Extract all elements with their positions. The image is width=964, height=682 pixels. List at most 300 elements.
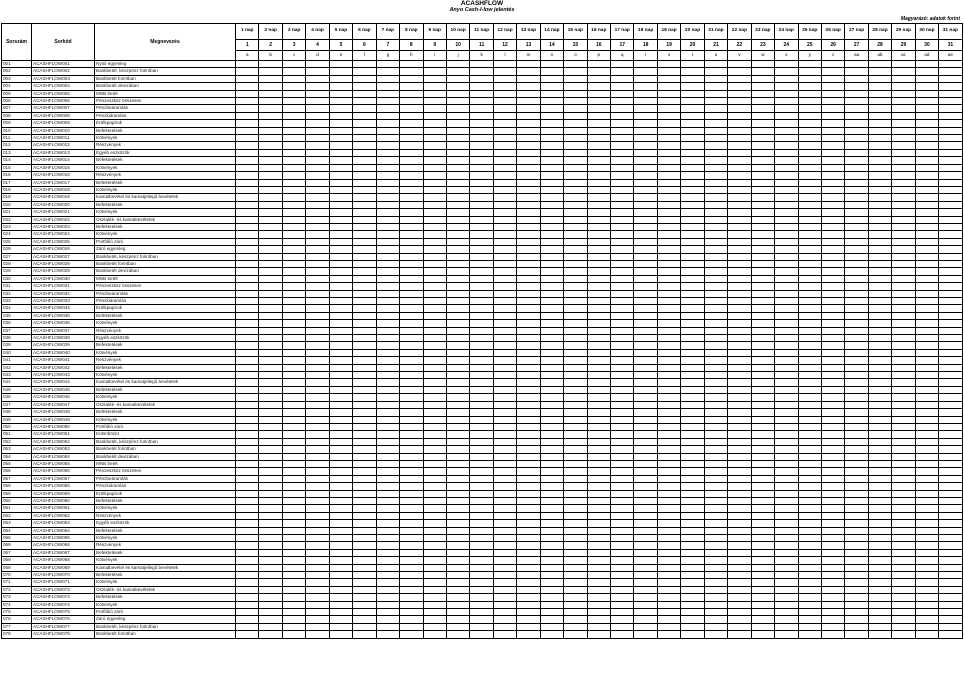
day-value-cell[interactable] [259,394,282,401]
day-value-cell[interactable] [564,386,587,393]
day-value-cell[interactable] [236,586,259,593]
day-value-cell[interactable] [657,246,680,253]
day-value-cell[interactable] [657,623,680,630]
day-value-cell[interactable] [259,342,282,349]
day-value-cell[interactable] [681,542,704,549]
day-value-cell[interactable] [798,460,821,467]
day-value-cell[interactable] [236,549,259,556]
day-value-cell[interactable] [306,542,329,549]
day-value-cell[interactable] [868,120,891,127]
day-value-cell[interactable] [329,275,352,282]
day-value-cell[interactable] [376,379,399,386]
day-value-cell[interactable] [868,416,891,423]
day-value-cell[interactable] [400,490,423,497]
day-value-cell[interactable] [657,423,680,430]
day-value-cell[interactable] [259,431,282,438]
day-value-cell[interactable] [821,149,844,156]
day-value-cell[interactable] [353,283,376,290]
day-value-cell[interactable] [704,631,727,638]
day-value-cell[interactable] [376,364,399,371]
day-value-cell[interactable] [400,320,423,327]
day-value-cell[interactable] [353,542,376,549]
day-value-cell[interactable] [775,120,798,127]
day-value-cell[interactable] [400,238,423,245]
day-value-cell[interactable] [236,179,259,186]
day-value-cell[interactable] [821,283,844,290]
day-value-cell[interactable] [634,135,657,142]
day-value-cell[interactable] [306,105,329,112]
day-value-cell[interactable] [751,505,774,512]
day-value-cell[interactable] [939,320,962,327]
day-value-cell[interactable] [892,223,915,230]
day-value-cell[interactable] [329,186,352,193]
day-value-cell[interactable] [353,90,376,97]
day-value-cell[interactable] [282,446,305,453]
day-value-cell[interactable] [564,372,587,379]
day-value-cell[interactable] [821,549,844,556]
day-value-cell[interactable] [704,268,727,275]
day-value-cell[interactable] [259,164,282,171]
day-value-cell[interactable] [868,61,891,68]
day-value-cell[interactable] [821,520,844,527]
day-value-cell[interactable] [329,172,352,179]
day-value-cell[interactable] [681,601,704,608]
day-value-cell[interactable] [915,253,938,260]
day-value-cell[interactable] [845,431,868,438]
day-value-cell[interactable] [259,357,282,364]
day-value-cell[interactable] [282,305,305,312]
day-value-cell[interactable] [704,290,727,297]
day-value-cell[interactable] [845,557,868,564]
day-value-cell[interactable] [845,327,868,334]
day-value-cell[interactable] [517,505,540,512]
day-value-cell[interactable] [400,364,423,371]
day-value-cell[interactable] [470,535,493,542]
day-value-cell[interactable] [493,142,516,149]
day-value-cell[interactable] [657,586,680,593]
day-value-cell[interactable] [892,594,915,601]
day-value-cell[interactable] [236,631,259,638]
day-value-cell[interactable] [306,312,329,319]
day-value-cell[interactable] [868,446,891,453]
day-value-cell[interactable] [892,564,915,571]
day-value-cell[interactable] [939,312,962,319]
day-value-cell[interactable] [564,409,587,416]
day-value-cell[interactable] [376,520,399,527]
day-value-cell[interactable] [470,497,493,504]
day-value-cell[interactable] [400,327,423,334]
day-value-cell[interactable] [634,505,657,512]
day-value-cell[interactable] [751,283,774,290]
day-value-cell[interactable] [611,201,634,208]
day-value-cell[interactable] [821,194,844,201]
day-value-cell[interactable] [282,90,305,97]
day-value-cell[interactable] [798,194,821,201]
day-value-cell[interactable] [657,142,680,149]
day-value-cell[interactable] [915,201,938,208]
day-value-cell[interactable] [236,505,259,512]
day-value-cell[interactable] [892,453,915,460]
day-value-cell[interactable] [751,61,774,68]
day-value-cell[interactable] [634,564,657,571]
day-value-cell[interactable] [353,135,376,142]
day-value-cell[interactable] [587,283,610,290]
day-value-cell[interactable] [400,75,423,82]
day-value-cell[interactable] [821,409,844,416]
day-value-cell[interactable] [470,164,493,171]
day-value-cell[interactable] [306,305,329,312]
day-value-cell[interactable] [798,394,821,401]
day-value-cell[interactable] [845,157,868,164]
day-value-cell[interactable] [376,409,399,416]
day-value-cell[interactable] [470,572,493,579]
day-value-cell[interactable] [939,327,962,334]
day-value-cell[interactable] [868,238,891,245]
day-value-cell[interactable] [611,409,634,416]
day-value-cell[interactable] [868,460,891,467]
day-value-cell[interactable] [376,120,399,127]
day-value-cell[interactable] [540,157,563,164]
day-value-cell[interactable] [704,157,727,164]
day-value-cell[interactable] [587,549,610,556]
day-value-cell[interactable] [376,335,399,342]
day-value-cell[interactable] [236,68,259,75]
day-value-cell[interactable] [845,394,868,401]
day-value-cell[interactable] [868,401,891,408]
day-value-cell[interactable] [821,379,844,386]
day-value-cell[interactable] [681,572,704,579]
day-value-cell[interactable] [423,609,446,616]
day-value-cell[interactable] [400,475,423,482]
day-value-cell[interactable] [751,409,774,416]
day-value-cell[interactable] [634,83,657,90]
day-value-cell[interactable] [517,357,540,364]
day-value-cell[interactable] [728,275,751,282]
day-value-cell[interactable] [282,527,305,534]
day-value-cell[interactable] [939,542,962,549]
day-value-cell[interactable] [915,609,938,616]
day-value-cell[interactable] [540,549,563,556]
day-value-cell[interactable] [493,290,516,297]
day-value-cell[interactable] [446,105,469,112]
day-value-cell[interactable] [564,557,587,564]
day-value-cell[interactable] [329,290,352,297]
day-value-cell[interactable] [611,579,634,586]
day-value-cell[interactable] [728,268,751,275]
day-value-cell[interactable] [282,349,305,356]
day-value-cell[interactable] [517,157,540,164]
day-value-cell[interactable] [892,609,915,616]
day-value-cell[interactable] [446,312,469,319]
day-value-cell[interactable] [939,379,962,386]
day-value-cell[interactable] [446,601,469,608]
day-value-cell[interactable] [821,594,844,601]
day-value-cell[interactable] [587,246,610,253]
day-value-cell[interactable] [751,557,774,564]
day-value-cell[interactable] [704,335,727,342]
day-value-cell[interactable] [915,601,938,608]
day-value-cell[interactable] [564,364,587,371]
day-value-cell[interactable] [282,490,305,497]
day-value-cell[interactable] [728,209,751,216]
day-value-cell[interactable] [400,209,423,216]
day-value-cell[interactable] [657,231,680,238]
day-value-cell[interactable] [657,342,680,349]
day-value-cell[interactable] [704,394,727,401]
day-value-cell[interactable] [517,586,540,593]
day-value-cell[interactable] [564,335,587,342]
day-value-cell[interactable] [493,246,516,253]
day-value-cell[interactable] [634,409,657,416]
day-value-cell[interactable] [821,579,844,586]
day-value-cell[interactable] [892,320,915,327]
day-value-cell[interactable] [376,186,399,193]
day-value-cell[interactable] [353,68,376,75]
day-value-cell[interactable] [611,149,634,156]
day-value-cell[interactable] [517,112,540,119]
day-value-cell[interactable] [657,209,680,216]
day-value-cell[interactable] [400,372,423,379]
day-value-cell[interactable] [681,483,704,490]
day-value-cell[interactable] [728,512,751,519]
day-value-cell[interactable] [423,112,446,119]
day-value-cell[interactable] [892,342,915,349]
day-value-cell[interactable] [681,68,704,75]
day-value-cell[interactable] [587,616,610,623]
day-value-cell[interactable] [564,594,587,601]
day-value-cell[interactable] [751,386,774,393]
day-value-cell[interactable] [282,253,305,260]
day-value-cell[interactable] [376,238,399,245]
day-value-cell[interactable] [798,512,821,519]
day-value-cell[interactable] [704,216,727,223]
day-value-cell[interactable] [282,586,305,593]
day-value-cell[interactable] [728,105,751,112]
day-value-cell[interactable] [728,527,751,534]
day-value-cell[interactable] [282,98,305,105]
day-value-cell[interactable] [446,535,469,542]
day-value-cell[interactable] [517,401,540,408]
day-value-cell[interactable] [657,594,680,601]
day-value-cell[interactable] [376,490,399,497]
day-value-cell[interactable] [751,520,774,527]
day-value-cell[interactable] [611,349,634,356]
day-value-cell[interactable] [845,283,868,290]
day-value-cell[interactable] [493,505,516,512]
day-value-cell[interactable] [353,446,376,453]
day-value-cell[interactable] [751,616,774,623]
day-value-cell[interactable] [446,557,469,564]
day-value-cell[interactable] [236,194,259,201]
day-value-cell[interactable] [329,423,352,430]
day-value-cell[interactable] [821,246,844,253]
day-value-cell[interactable] [517,497,540,504]
day-value-cell[interactable] [446,186,469,193]
day-value-cell[interactable] [540,61,563,68]
day-value-cell[interactable] [329,564,352,571]
day-value-cell[interactable] [915,490,938,497]
day-value-cell[interactable] [634,401,657,408]
day-value-cell[interactable] [353,601,376,608]
day-value-cell[interactable] [821,601,844,608]
day-value-cell[interactable] [517,535,540,542]
day-value-cell[interactable] [821,290,844,297]
day-value-cell[interactable] [845,579,868,586]
day-value-cell[interactable] [259,127,282,134]
day-value-cell[interactable] [259,542,282,549]
day-value-cell[interactable] [939,253,962,260]
day-value-cell[interactable] [540,268,563,275]
day-value-cell[interactable] [400,194,423,201]
day-value-cell[interactable] [329,216,352,223]
day-value-cell[interactable] [282,298,305,305]
day-value-cell[interactable] [306,68,329,75]
day-value-cell[interactable] [540,483,563,490]
day-value-cell[interactable] [939,460,962,467]
day-value-cell[interactable] [728,594,751,601]
day-value-cell[interactable] [634,453,657,460]
day-value-cell[interactable] [821,68,844,75]
day-value-cell[interactable] [470,142,493,149]
day-value-cell[interactable] [423,75,446,82]
day-value-cell[interactable] [517,364,540,371]
day-value-cell[interactable] [376,446,399,453]
day-value-cell[interactable] [306,460,329,467]
day-value-cell[interactable] [423,535,446,542]
day-value-cell[interactable] [868,135,891,142]
day-value-cell[interactable] [353,379,376,386]
day-value-cell[interactable] [353,194,376,201]
day-value-cell[interactable] [446,83,469,90]
day-value-cell[interactable] [259,535,282,542]
day-value-cell[interactable] [845,520,868,527]
day-value-cell[interactable] [704,579,727,586]
day-value-cell[interactable] [939,135,962,142]
day-value-cell[interactable] [868,438,891,445]
day-value-cell[interactable] [259,194,282,201]
day-value-cell[interactable] [728,490,751,497]
day-value-cell[interactable] [611,386,634,393]
day-value-cell[interactable] [681,379,704,386]
day-value-cell[interactable] [282,483,305,490]
day-value-cell[interactable] [259,231,282,238]
day-value-cell[interactable] [446,490,469,497]
day-value-cell[interactable] [751,305,774,312]
day-value-cell[interactable] [728,623,751,630]
day-value-cell[interactable] [423,364,446,371]
day-value-cell[interactable] [939,497,962,504]
day-value-cell[interactable] [915,579,938,586]
day-value-cell[interactable] [282,394,305,401]
day-value-cell[interactable] [236,535,259,542]
day-value-cell[interactable] [728,127,751,134]
day-value-cell[interactable] [892,520,915,527]
day-value-cell[interactable] [540,609,563,616]
day-value-cell[interactable] [353,349,376,356]
day-value-cell[interactable] [892,468,915,475]
day-value-cell[interactable] [798,112,821,119]
day-value-cell[interactable] [282,342,305,349]
day-value-cell[interactable] [493,223,516,230]
day-value-cell[interactable] [915,194,938,201]
day-value-cell[interactable] [681,416,704,423]
day-value-cell[interactable] [400,609,423,616]
day-value-cell[interactable] [751,290,774,297]
day-value-cell[interactable] [282,386,305,393]
day-value-cell[interactable] [259,186,282,193]
day-value-cell[interactable] [540,209,563,216]
day-value-cell[interactable] [681,438,704,445]
day-value-cell[interactable] [446,260,469,267]
day-value-cell[interactable] [751,194,774,201]
day-value-cell[interactable] [446,194,469,201]
day-value-cell[interactable] [915,335,938,342]
day-value-cell[interactable] [915,179,938,186]
day-value-cell[interactable] [868,201,891,208]
day-value-cell[interactable] [587,120,610,127]
day-value-cell[interactable] [775,431,798,438]
day-value-cell[interactable] [657,157,680,164]
day-value-cell[interactable] [353,209,376,216]
day-value-cell[interactable] [775,423,798,430]
day-value-cell[interactable] [915,549,938,556]
day-value-cell[interactable] [236,327,259,334]
day-value-cell[interactable] [470,623,493,630]
day-value-cell[interactable] [400,83,423,90]
day-value-cell[interactable] [704,231,727,238]
day-value-cell[interactable] [353,335,376,342]
day-value-cell[interactable] [493,320,516,327]
day-value-cell[interactable] [517,260,540,267]
day-value-cell[interactable] [282,579,305,586]
day-value-cell[interactable] [751,349,774,356]
day-value-cell[interactable] [259,223,282,230]
day-value-cell[interactable] [306,186,329,193]
day-value-cell[interactable] [634,572,657,579]
day-value-cell[interactable] [329,298,352,305]
day-value-cell[interactable] [236,149,259,156]
day-value-cell[interactable] [704,379,727,386]
day-value-cell[interactable] [353,357,376,364]
day-value-cell[interactable] [400,631,423,638]
day-value-cell[interactable] [376,483,399,490]
day-value-cell[interactable] [634,105,657,112]
day-value-cell[interactable] [681,586,704,593]
day-value-cell[interactable] [423,446,446,453]
day-value-cell[interactable] [564,275,587,282]
day-value-cell[interactable] [282,379,305,386]
day-value-cell[interactable] [798,342,821,349]
day-value-cell[interactable] [728,357,751,364]
day-value-cell[interactable] [915,68,938,75]
day-value-cell[interactable] [446,379,469,386]
day-value-cell[interactable] [564,512,587,519]
day-value-cell[interactable] [446,335,469,342]
day-value-cell[interactable] [915,423,938,430]
day-value-cell[interactable] [470,135,493,142]
day-value-cell[interactable] [939,609,962,616]
day-value-cell[interactable] [259,312,282,319]
day-value-cell[interactable] [400,535,423,542]
day-value-cell[interactable] [236,349,259,356]
day-value-cell[interactable] [493,594,516,601]
day-value-cell[interactable] [704,194,727,201]
day-value-cell[interactable] [376,305,399,312]
day-value-cell[interactable] [587,372,610,379]
day-value-cell[interactable] [634,557,657,564]
day-value-cell[interactable] [423,223,446,230]
day-value-cell[interactable] [611,401,634,408]
